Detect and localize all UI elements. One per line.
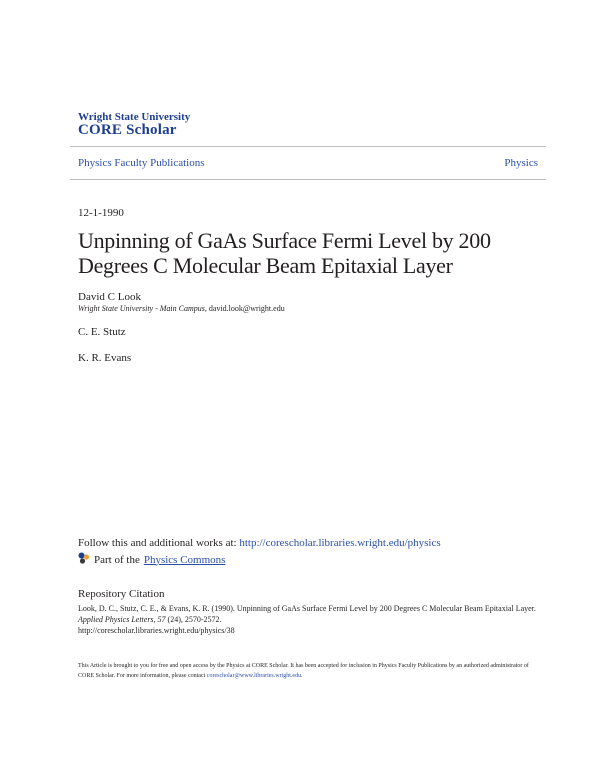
network-icon bbox=[78, 552, 90, 567]
author-affiliation bbox=[78, 304, 285, 313]
department-link[interactable]: Physics bbox=[504, 157, 538, 169]
follow-text: Follow this and additional works at: bbox=[78, 537, 237, 549]
citation-url[interactable]: http://corescholar.libraries.wright.edu/physics/38 bbox=[78, 626, 235, 635]
document-title: Unpinning of GaAs Surface Fermi Level by 200 Degrees C Molecular Beam Epitaxial Layer bbox=[78, 228, 491, 278]
collection-link[interactable]: Physics Faculty Publications bbox=[78, 157, 205, 169]
part-of-text: Part of the bbox=[94, 553, 140, 566]
citation-volume: (24), 2570-2572. bbox=[167, 615, 222, 624]
header-divider bbox=[70, 146, 546, 147]
physics-commons-link[interactable]: Physics Commons bbox=[143, 553, 226, 566]
notice-trailer: . bbox=[301, 672, 303, 679]
access-notice bbox=[78, 662, 538, 681]
author-name: K. R. Evans bbox=[78, 352, 132, 364]
nav-divider bbox=[70, 179, 546, 180]
affiliation-separator: , bbox=[204, 304, 209, 313]
citation-journal: Applied Physics Letters, 57 bbox=[78, 615, 166, 624]
notice-text: This Article is brought to you for free and open access by the Physics at CORE Scholar. It has been accepted for inclusion in Physics Faculty Publications by an authorized administrator of CORE Scholar. For more information, please contact bbox=[78, 663, 529, 679]
contact-email-link[interactable]: corescholar@www.libraries.wright.edu bbox=[206, 672, 302, 679]
citation-main: Look, D. C., Stutz, C. E., & Evans, K. R. (1990). Unpinning of GaAs Surface Fermi Level by 200 Degrees C Molecular Beam Epitaxial Layer. bbox=[78, 604, 536, 613]
publication-date: 12-1-1990 bbox=[78, 207, 124, 219]
citation-heading: Repository Citation bbox=[78, 588, 165, 600]
citation-text bbox=[78, 603, 538, 636]
author-email[interactable]: david.look@wright.edu bbox=[208, 304, 285, 313]
follow-link[interactable]: http://corescholar.libraries.wright.edu/physics bbox=[239, 537, 441, 549]
institution-name: Wright State University bbox=[78, 111, 191, 123]
affiliation-text: Wright State University - Main Campus bbox=[78, 304, 205, 313]
author-name: David C Look bbox=[78, 291, 141, 303]
part-of-line bbox=[78, 552, 225, 567]
follow-line bbox=[78, 537, 441, 549]
repository-name[interactable]: CORE Scholar bbox=[78, 122, 177, 138]
author-name: C. E. Stutz bbox=[78, 326, 126, 338]
